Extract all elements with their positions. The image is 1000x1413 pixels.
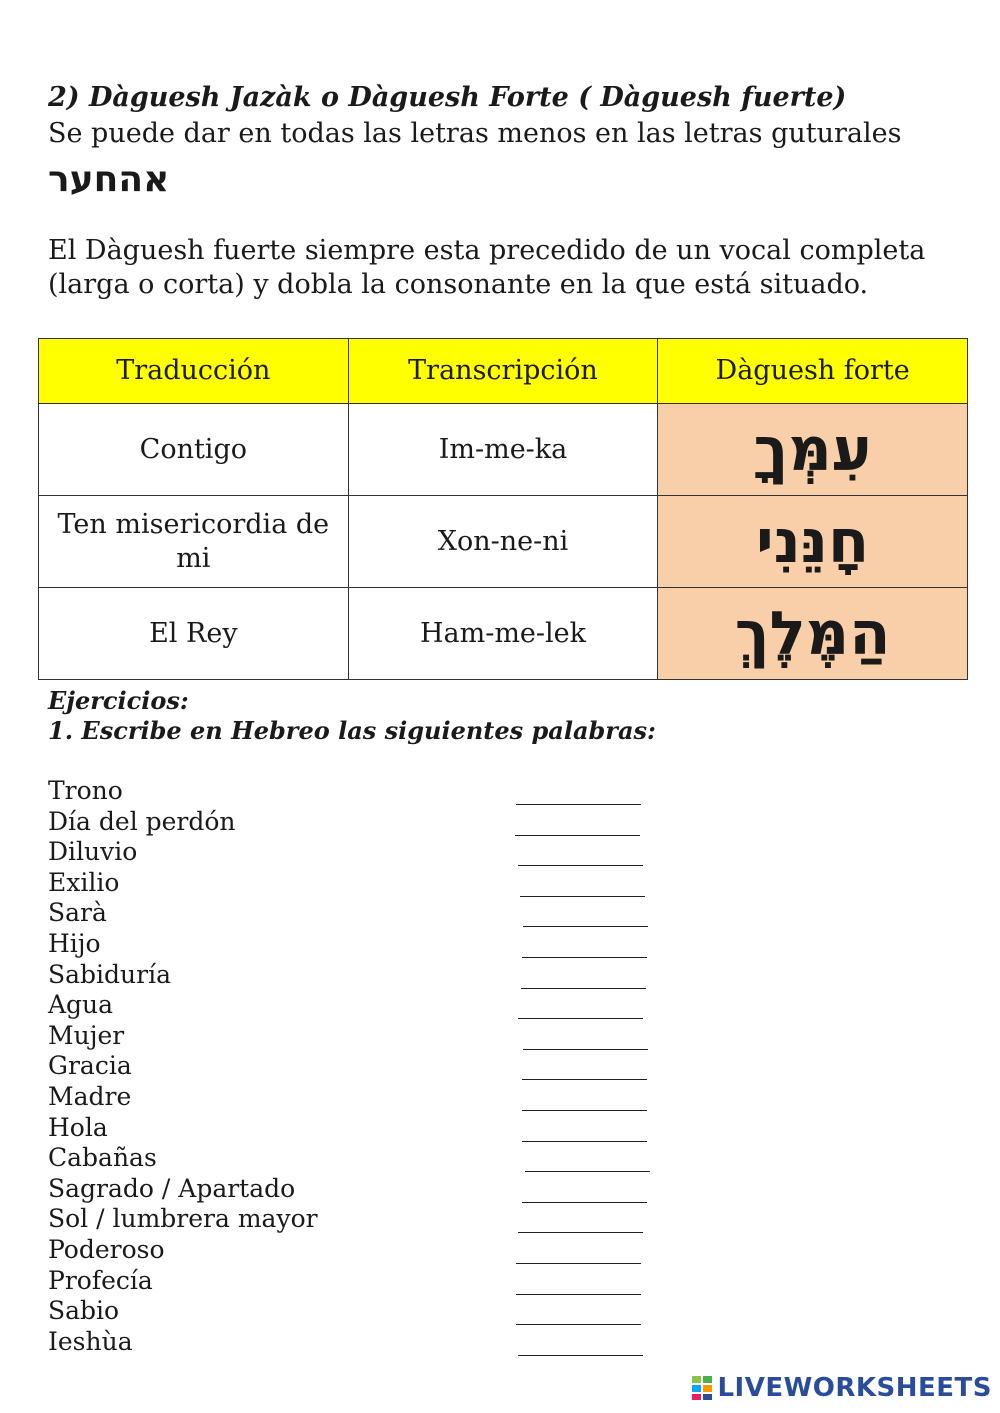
table-row [39,496,968,588]
cell-hebrew: חָנֵּנִי [658,496,968,588]
answer-blank[interactable]: __________ [521,959,646,989]
exercise-instruction: 1. Escribe en Hebreo las siguientes palabras: [48,716,656,745]
exercise-row [48,1113,748,1144]
answer-blank[interactable]: __________ [518,990,643,1020]
exercise-row [48,1266,748,1297]
table-row [39,588,968,680]
exercise-word: Sol / lumbrera mayor [48,1204,318,1234]
answer-blank[interactable]: __________ [515,806,640,836]
exercise-word: Poderoso [48,1234,165,1264]
guttural-letters: אהחער [48,159,170,200]
cell-hebrew: עִמְּךָ [658,404,968,496]
table-header-row [39,339,968,404]
answer-blank[interactable]: __________ [522,928,647,958]
cell-translation: Contigo [39,404,349,496]
answer-blank[interactable]: __________ [520,867,645,897]
answer-blank[interactable]: __________ [523,1020,648,1050]
cell-transcription: Im-me-ka [348,404,658,496]
answer-blank[interactable]: __________ [522,1081,647,1111]
answer-blank[interactable]: __________ [522,1051,647,1081]
daguesh-table [38,338,968,680]
liveworksheets-brand [691,1373,992,1403]
header-translation: Traducción [39,339,349,404]
exercise-word: Día del perdón [48,806,236,836]
answer-blank[interactable]: __________ [522,1112,647,1142]
brand-name: LIVEWORKSHEETS [717,1373,992,1403]
header-daguesh-forte: Dàguesh forte [658,339,968,404]
answer-blank[interactable]: __________ [518,1204,643,1234]
exercise-word: Agua [48,990,114,1020]
exercise-row [48,1143,748,1174]
exercise-word: Sarà [48,898,107,928]
exercise-word: Sagrado / Apartado [48,1173,296,1203]
exercise-row [48,837,748,868]
section-heading: 2) Dàguesh Jazàk o Dàguesh Forte ( Dàguesh fuerte) [48,82,847,113]
exercise-row [48,1204,748,1235]
exercise-word: Gracia [48,1051,132,1081]
answer-blank[interactable]: __________ [516,1296,641,1326]
intro-text: Se puede dar en todas las letras menos en las letras guturales [48,118,902,149]
exercise-row [48,776,748,807]
exercise-row [48,1021,748,1052]
exercise-row [48,898,748,929]
answer-blank[interactable]: __________ [522,1173,647,1203]
exercise-word: Exilio [48,867,120,897]
cell-translation: Ten misericordia de mi [39,496,349,588]
header-transcription: Transcripción [348,339,658,404]
exercises-title: Ejercicios: [48,686,189,715]
cell-transcription: Xon-ne-ni [348,496,658,588]
exercise-row [48,1051,748,1082]
answer-blank[interactable]: __________ [518,837,643,867]
exercise-word: Madre [48,1081,132,1111]
exercise-word: Trono [48,776,123,805]
answer-blank[interactable]: __________ [523,898,648,928]
exercise-row [48,1327,748,1358]
cell-hebrew: הַמֶּלֶךְ [658,588,968,680]
cell-translation: El Rey [39,588,349,680]
exercise-word: Profecía [48,1265,153,1295]
exercise-row [48,807,748,838]
exercise-row [48,990,748,1021]
answer-blank[interactable]: __________ [518,1326,643,1356]
exercise-word: Ieshùa [48,1326,133,1356]
cell-transcription: Ham-me-lek [348,588,658,680]
exercise-word: Cabañas [48,1143,157,1173]
exercise-row [48,868,748,899]
exercise-word: Sabio [48,1296,120,1326]
liveworksheets-logo-icon [691,1375,713,1401]
answer-blank[interactable]: __________ [516,776,641,805]
exercise-word: Hola [48,1112,108,1142]
exercise-row [48,1296,748,1327]
exercise-row [48,1082,748,1113]
exercise-row [48,960,748,991]
exercise-row [48,1174,748,1205]
exercise-row [48,1235,748,1266]
exercise-word: Sabiduría [48,959,171,989]
explanation-text: El Dàguesh fuerte siempre esta precedido de un vocal completa (larga o corta) y dobla la consonante en la que está situado. [48,235,926,300]
table-row [39,404,968,496]
exercise-word-list [48,776,748,1357]
answer-blank[interactable]: __________ [516,1234,641,1264]
answer-blank[interactable]: __________ [516,1265,641,1295]
exercise-row [48,929,748,960]
exercise-word: Diluvio [48,837,138,867]
exercise-word: Hijo [48,928,101,958]
exercise-word: Mujer [48,1020,125,1050]
answer-blank[interactable]: __________ [525,1143,650,1173]
